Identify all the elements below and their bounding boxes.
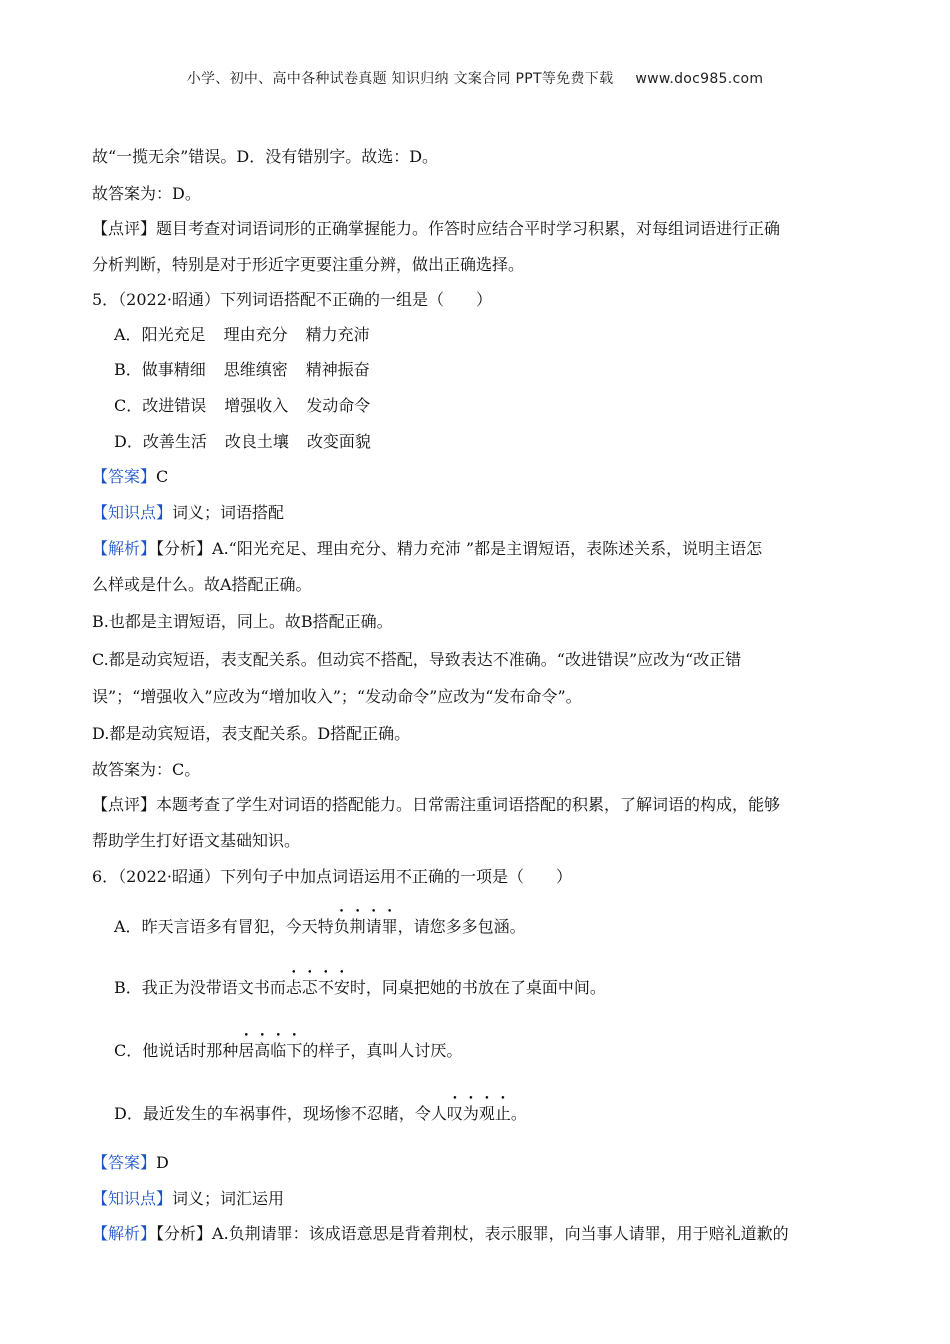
q6-answer-value: D: [156, 1153, 169, 1172]
q6-sentence-pre: 最近发生的车祸事件，现场惨不忍睹，令人: [142, 1104, 447, 1123]
q5-option-letter: D．: [114, 432, 143, 451]
dotted-char: 止: [494, 1104, 511, 1123]
dotted-char: 忐: [285, 978, 302, 997]
q6-analysis-text-1: 【分析】A.负荆请罪：该成语意思是背着荆杖，表示服罪，向当事人请罪，用于赔礼道歉的: [156, 1224, 789, 1243]
dotted-char: 请: [365, 917, 382, 936]
answer-tag: 【答案】: [92, 467, 157, 486]
q5-analysis-line-1: [92, 538, 872, 560]
q6-option-letter: B．: [114, 978, 142, 997]
prev-comment-text-1: 题目考查对词语词形的正确掌握能力。作答时应结合平时学习积累，对每组词语进行正确: [156, 219, 781, 238]
q5-final-answer: 故答案为：C。: [92, 760, 201, 779]
q5-word: 理由充分: [223, 325, 288, 344]
q5-word: 精力充沛: [305, 325, 370, 344]
dotted-char: 临: [270, 1041, 287, 1060]
q5-option-c: [114, 395, 894, 417]
q6-analysis-line-1: [92, 1223, 872, 1245]
dotted-char: 为: [462, 1104, 479, 1123]
q6-knowledge-line: [92, 1188, 872, 1210]
q6-option-letter: A．: [114, 917, 142, 936]
q5-word: 阳光充足: [141, 325, 206, 344]
q6-stem: 6．（2022·昭通）下列句子中加点词语运用不正确的一项是（ ）: [92, 867, 572, 886]
dotted-char: 居: [238, 1041, 255, 1060]
q5-analysis-text-1: 【分析】A.“阳光充足、理由充分、精力充沛 ”都是主谓短语，表陈述关系，说明主语怎: [156, 539, 763, 558]
dotted-char: 叹: [446, 1104, 463, 1123]
knowledge-tag: 【知识点】: [92, 503, 173, 522]
q5-knowledge-value: 词义；词语搭配: [172, 503, 285, 522]
q5-word: 改进错误: [142, 396, 207, 415]
q5-stem: 5．（2022·昭通）下列词语搭配不正确的一组是（ ）: [92, 290, 492, 309]
q5-analysis-line-6: D.都是动宾短语，表支配关系。D搭配正确。: [92, 724, 411, 743]
q6-answer-line: [92, 1152, 872, 1174]
q5-comment-line-1: [92, 794, 872, 816]
q6-sentence-post: 时，同桌把她的书放在了桌面中间。: [349, 978, 606, 997]
header-site-link[interactable]: www.doc985.com: [635, 71, 764, 87]
q5-knowledge-line: [92, 502, 872, 524]
prev-line-2: 故答案为：D。: [92, 184, 201, 203]
dotted-char: 负: [333, 917, 350, 936]
q6-option-d: [114, 1103, 894, 1125]
q5-word: 增强收入: [224, 396, 289, 415]
q5-option-b: [114, 359, 894, 381]
analysis-tag: 【解析】: [92, 539, 157, 558]
q6-sentence-post: 。: [510, 1104, 527, 1123]
q6-option-c: [114, 1040, 894, 1062]
q5-option-letter: C．: [114, 396, 143, 415]
prev-comment-line-2: 分析判断，特别是对于形近字更要注重分辨，做出正确选择。: [92, 255, 525, 274]
q5-word: 精神振奋: [305, 360, 370, 379]
q5-answer-value: C: [156, 467, 169, 486]
q5-word: 做事精细: [141, 360, 206, 379]
dotted-char: 罪: [381, 917, 398, 936]
analysis-tag: 【解析】: [92, 1224, 157, 1243]
q5-analysis-line-3: B.也都是主谓短语，同上。故B搭配正确。: [92, 612, 393, 631]
prev-comment-line-1: [92, 218, 872, 240]
q5-analysis-line-2: 么样或是什么。故A搭配正确。: [92, 575, 312, 594]
q6-option-letter: D．: [114, 1104, 143, 1123]
q5-word: 改良土壤: [224, 432, 289, 451]
q6-sentence-post: ，请您多多包涵。: [397, 917, 526, 936]
q6-sentence-pre: 我正为没带语文书而: [141, 978, 286, 997]
dotted-char: 安: [333, 978, 350, 997]
dotted-char: 荆: [349, 917, 366, 936]
q5-word: 改善生活: [142, 432, 207, 451]
q6-sentence-pre: 昨天言语多有冒犯，今天特: [141, 917, 334, 936]
dotted-char: 不: [317, 978, 334, 997]
q6-sentence-post: 的样子，真叫人讨厌。: [302, 1041, 463, 1060]
q6-option-a: [114, 916, 894, 938]
page-header: [0, 68, 950, 88]
q5-option-d: [114, 431, 894, 453]
q5-option-letter: A．: [114, 325, 142, 344]
comment-tag: 【点评】: [92, 219, 157, 238]
dotted-char: 高: [254, 1041, 271, 1060]
dotted-char: 忑: [301, 978, 318, 997]
q5-comment-line-2: 帮助学生打好语文基础知识。: [92, 831, 301, 850]
dotted-char: 下: [286, 1041, 303, 1060]
answer-tag: 【答案】: [92, 1153, 157, 1172]
q5-option-letter: B．: [114, 360, 142, 379]
dotted-char: 观: [478, 1104, 495, 1123]
q6-option-letter: C．: [114, 1041, 143, 1060]
q5-analysis-line-4: C.都是动宾短语，表支配关系。但动宾不搭配，导致表达不准确。“改进错误”应改为“改正错: [92, 650, 742, 669]
q5-word: 改变面貌: [306, 432, 371, 451]
q5-option-a: [114, 324, 894, 346]
knowledge-tag: 【知识点】: [92, 1189, 173, 1208]
header-text: 小学、初中、高中各种试卷真题 知识归纳 文案合同 PPT等免费下载: [186, 71, 614, 87]
prev-line-1: 故“一揽无余”错误。D．没有错别字。故选：D。: [92, 147, 439, 166]
q6-sentence-pre: 他说话时那种: [142, 1041, 239, 1060]
q5-analysis-line-5: 误”；“增强收入”应改为“增加收入”；“发动命令”应改为“发布命令”。: [92, 687, 582, 706]
q5-comment-text-1: 本题考查了学生对词语的搭配能力。日常需注重词语搭配的积累，了解词语的构成，能够: [156, 795, 781, 814]
comment-tag: 【点评】: [92, 795, 157, 814]
q6-option-b: [114, 977, 894, 999]
q5-answer-line: [92, 466, 872, 488]
q6-knowledge-value: 词义；词汇运用: [172, 1189, 285, 1208]
q5-word: 思维缜密: [223, 360, 288, 379]
q5-word: 发动命令: [306, 396, 371, 415]
